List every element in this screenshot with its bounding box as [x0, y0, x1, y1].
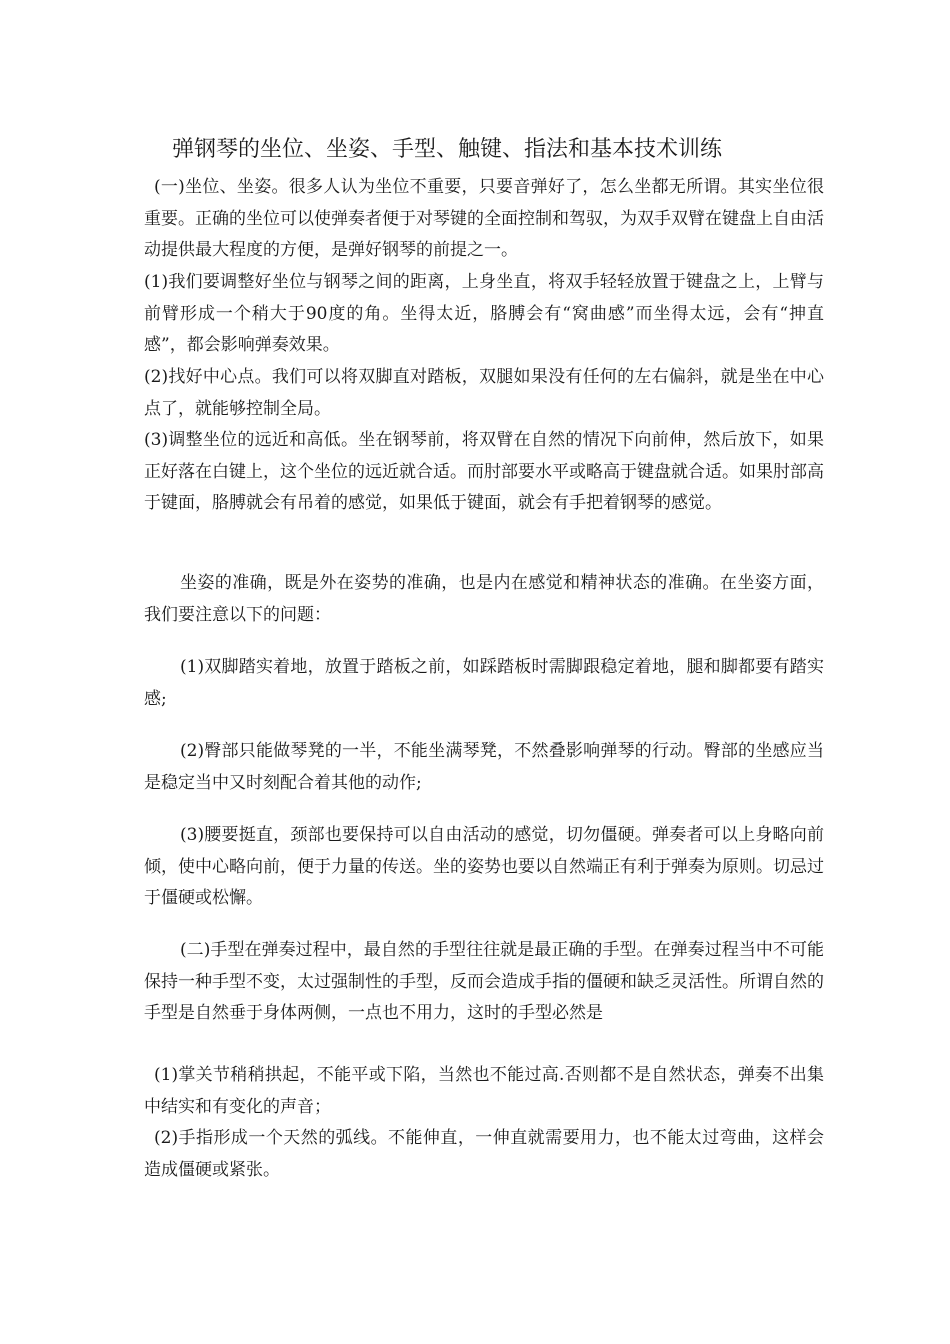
paragraph-seat-height: (3)调整坐位的远近和高低。坐在钢琴前，将双臂在自然的情况下向前伸，然后放下，如果正好落在白键上，这个坐位的远近就合适。而肘部要水平或略高于键盘就合适。如果肘部高于键面，胳膊就会有吊着的感觉，如果低于键面，就会有手把着钢琴的感觉。 [144, 430, 824, 513]
paragraph-posture-hips: (2)臀部只能做琴凳的一半，不能坐满琴凳，不然叠影响弹琴的行动。臀部的坐感应当是稳定当中又时刻配合着其他的动作; [144, 741, 824, 793]
paragraph-posture-intro: 坐姿的准确，既是外在姿势的准确，也是内在感觉和精神状态的准确。在坐姿方面，我们要注意以下的问题： [144, 573, 824, 625]
paragraph-seating-distance: (1)我们要调整好坐位与钢琴之间的距离，上身坐直，将双手轻轻放置于键盘之上，上臂与前臂形成一个稍大于90度的角。坐得太近，胳膊会有“窝曲感”而坐得太远，会有“抻直感”，都会影响弹奏效果。 [144, 272, 824, 355]
paragraph-hand-knuckles: (1)掌关节稍稍拱起，不能平或下陷，当然也不能过高.否则都不是自然状态，弹奏不出集中结实和有变化的声音； [144, 1065, 824, 1117]
paragraph-posture-feet: (1)双脚踏实着地，放置于踏板之前，如踩踏板时需脚跟稳定着地，腿和脚都要有踏实感; [144, 657, 824, 709]
paragraph-hand-fingers: (2)手指形成一个天然的弧线。不能伸直，一伸直就需要用力，也不能太过弯曲，这样会造成僵硬或紧张。 [144, 1128, 824, 1180]
paragraph-posture-waist: (3)腰要挺直，颈部也要保持可以自由活动的感觉，切勿僵硬。弹奏者可以上身略向前倾，使中心略向前，便于力量的传送。坐的姿势也要以自然端正有利于弹奏为原则。切忌过于僵硬或松懈。 [144, 825, 824, 908]
paragraph-center-point: (2)找好中心点。我们可以将双脚直对踏板，双腿如果没有任何的左右偏斜，就是坐在中心点了，就能够控制全局。 [144, 367, 824, 419]
paragraph-hand-shape-intro: (二)手型在弹奏过程中，最自然的手型往往就是最正确的手型。在弹奏过程当中不可能保持一种手型不变，太过强制性的手型，反而会造成手指的僵硬和缺乏灵活性。所谓自然的手型是自然垂于身体两侧，一点也不用力，这时的手型必然是 [144, 940, 824, 1023]
document-title: 弹钢琴的坐位、坐姿、手型、触键、指法和基本技术训练 [172, 137, 723, 162]
paragraph-seating-intro: (一)坐位、坐姿。很多人认为坐位不重要，只要音弹好了，怎么坐都无所谓。其实坐位很重要。正确的坐位可以使弹奏者便于对琴键的全面控制和驾驭，为双手双臂在键盘上自由活动提供最大程度的方便，是弹好钢琴的前提之一。 [144, 177, 824, 260]
